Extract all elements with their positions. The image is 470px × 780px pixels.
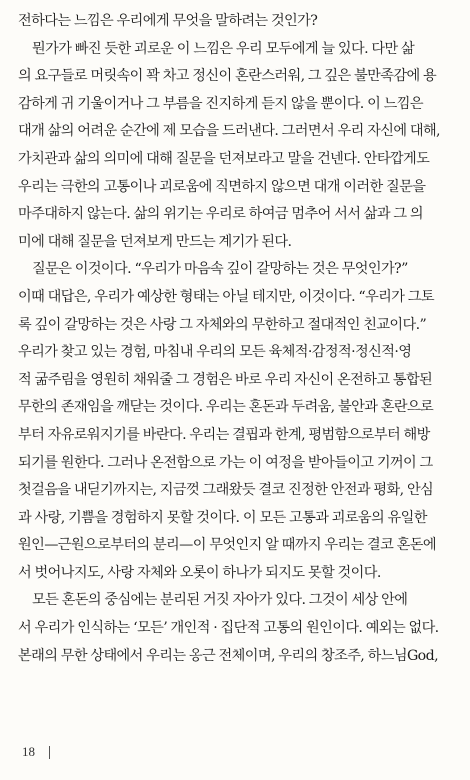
page-footer [22, 742, 50, 762]
text-line: 적 굶주림을 영원히 채워줄 그 경험은 바로 우리 자신이 온전하고 통합된 [18, 371, 433, 388]
text-line: 과 사랑, 기쁨을 경험하지 못할 것이다. 이 모든 고통과 괴로움의 유일한 [18, 509, 427, 526]
text-line: 가치관과 삶의 의미에 대해 질문을 던져보라고 말을 건넨다. 안타깝게도 [18, 150, 430, 167]
text-line: 본래의 무한 상태에서 우리는 옹근 전체이며, 우리의 창조주, 하느님God, [18, 647, 439, 664]
text-line: 마주대하지 않는다. 삶의 위기는 우리로 하여금 멈추어 서서 삶과 그 의 [18, 206, 423, 223]
text-line: 서 우리가 인식하는 ‘모든’ 개인적 · 집단적 고통의 원인이다. 예외는 없다. [18, 620, 439, 637]
text-line: 우리가 찾고 있는 경험, 마침내 우리의 모든 육체적·감정적·정신적·영 [18, 344, 412, 361]
body-text [18, 8, 454, 670]
text-line: 모든 혼돈의 중심에는 분리된 거짓 자아가 있다. 그것이 세상 안에 [32, 592, 408, 609]
text-line: 원인—근원으로부터의 분리—이 무엇인지 알 때까지 우리는 결코 혼돈에 [18, 537, 436, 554]
page-number: 18 [22, 744, 35, 759]
text-line: 질문은 이것이다. “우리가 마음속 깊이 갈망하는 것은 무엇인가?” [32, 261, 408, 278]
text-line: 첫걸음을 내딛기까지는, 지금껏 그래왔듯 결코 진정한 안전과 평화, 안심 [18, 482, 434, 499]
footer-divider [49, 746, 50, 759]
text-line: 부터 자유로워지기를 바란다. 우리는 결핍과 한계, 평범함으로부터 해방 [18, 426, 430, 443]
text-line: 감하게 귀 기울이거나 그 부름을 진지하게 듣지 않을 뿐이다. 이 느낌은 [18, 95, 423, 112]
text-line: 록 깊이 갈망하는 것은 사랑 그 자체와의 무한하고 절대적인 친교이다.” [18, 316, 427, 333]
text-line: 서 벗어나지도, 사랑 자체와 오롯이 하나가 되지도 못할 것이다. [18, 564, 381, 581]
text-line: 되기를 원한다. 그러나 온전함으로 가는 이 여정을 받아들이고 기꺼이 그 [18, 454, 433, 471]
text-line: 무한의 존재임을 깨닫는 것이다. 우리는 혼돈과 두려움, 불안과 혼란으로 [18, 399, 434, 416]
text-line: 우리는 극한의 고통이나 괴로움에 직면하지 않으면 대개 이러한 질문을 [18, 178, 426, 195]
text-line: 대개 삶의 어려운 순간에 제 모습을 드러낸다. 그러면서 우리 자신에 대해, [18, 123, 440, 140]
text-line: 이때 대답은, 우리가 예상한 형태는 아닐 테지만, 이것이다. “우리가 그토 [18, 288, 435, 305]
text-line: 전하다는 느낌은 우리에게 무엇을 말하려는 것인가? [18, 13, 318, 29]
text-line: 뭔가가 빠진 듯한 괴로운 이 느낌은 우리 모두에게 늘 있다. 다만 삶 [32, 40, 415, 57]
text-line: 미에 대해 질문을 던져보게 만드는 계기가 된다. [18, 233, 292, 250]
text-line: 의 요구들로 머릿속이 꽉 차고 정신이 혼란스러워, 그 깊은 불만족감에 용 [18, 68, 437, 85]
